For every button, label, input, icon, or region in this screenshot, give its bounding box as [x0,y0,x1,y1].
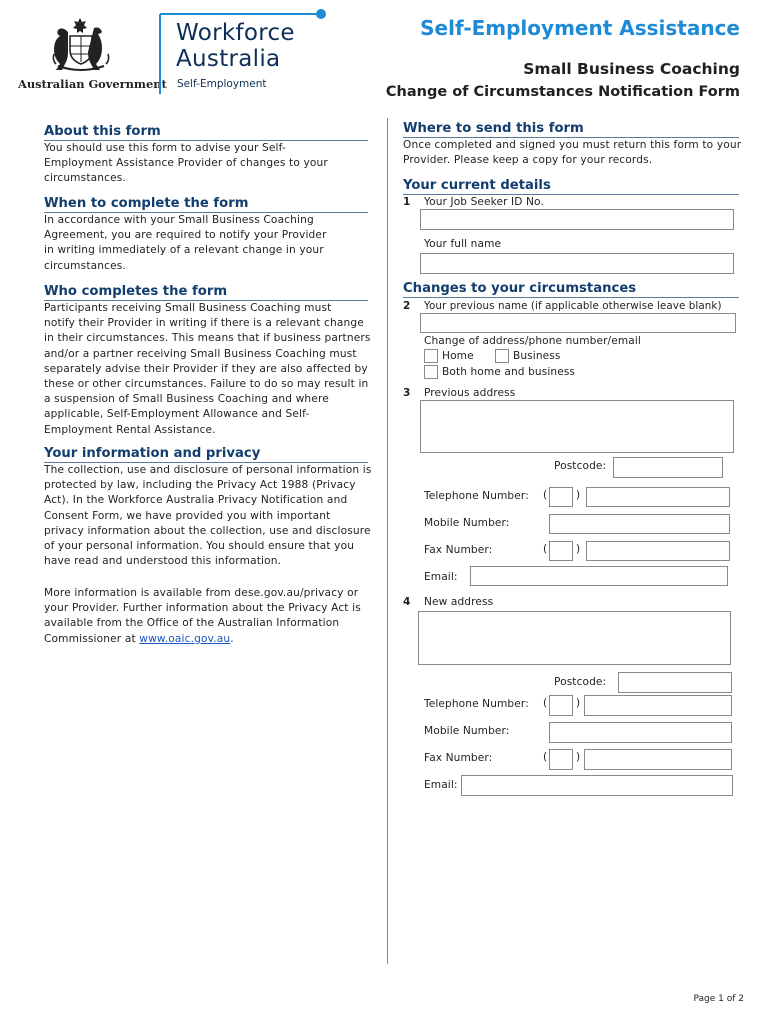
changes-heading: Changes to your circumstances [403,281,637,296]
both-checkbox[interactable] [424,365,438,379]
new-fax-paren-close: ) [576,751,581,763]
both-option-label: Both home and business [442,366,576,378]
privacy-more-text: More information is available from dese.gov.au/privacy or your Provider. Further information about the Privacy Act is available from the Office of the Australian Information Commissioner at www.oaic.gov.au. [44,587,361,645]
changes-rule [403,297,739,298]
about-text: You should use this form to advise your Self- Employment Assistance Provider of changes to your circumstances. [44,142,328,185]
brand-line-2: Australia [176,46,281,72]
q3-number: 3 [403,387,411,399]
current-details-heading: Your current details [403,178,551,193]
full-name-label: Your full name [424,238,502,250]
who-text: Participants receiving Small Business Coaching must notify their Provider in writing if there is a relevant change in their circumstances. This means that if business partners and/or a partner receiving Small Business Coaching must separately advise their Provider if they are also affected by these or other circumstances. Failure to do so may result in a suspension of Small Business Coaching and where applicable, Self-Employment Allowance and Self- Employment Rental Assistance. [44,302,371,436]
new-fax-paren-open: ( [543,751,548,763]
home-checkbox[interactable] [424,349,438,363]
who-heading: Who completes the form [44,284,228,299]
prev-email-field[interactable] [470,566,728,586]
new-mobile-label: Mobile Number: [424,725,510,737]
where-text: Once completed and signed you must return this form to your Provider. Please keep a copy for your records. [403,139,742,167]
prev-fax-field[interactable] [586,541,730,561]
brand-line-1: Workforce [176,20,295,46]
page-number: Page 1 of 2 [693,994,744,1004]
coat-of-arms-icon [18,14,148,76]
prev-tel-area-field[interactable] [549,487,573,507]
prev-telephone-field[interactable] [586,487,730,507]
form-title: Change of Circumstances Notification Form [385,84,740,100]
workforce-australia-logo [158,6,333,96]
prev-telephone-label: Telephone Number: [424,490,529,502]
new-fax-area-field[interactable] [549,749,573,770]
prev-tel-paren-close: ) [576,489,581,501]
home-option-label: Home [442,350,474,362]
prev-postcode-label: Postcode: [554,460,607,472]
prev-tel-paren-open: ( [543,489,548,501]
new-email-label: Email: [424,779,458,791]
prev-mobile-field[interactable] [549,514,730,534]
prev-fax-paren-open: ( [543,543,548,555]
where-heading: Where to send this form [403,121,584,136]
new-email-field[interactable] [461,775,733,796]
prev-fax-area-field[interactable] [549,541,573,561]
new-mobile-field[interactable] [549,722,732,743]
page-subtitle: Small Business Coaching [523,60,740,78]
q4-number: 4 [403,596,411,608]
current-details-rule [403,194,739,195]
full-name-field[interactable] [420,253,734,274]
privacy-heading: Your information and privacy [44,446,261,461]
when-text: In accordance with your Small Business Coaching Agreement, you are required to notify your Provider in writing immediately of a relevant change in your circumstances. [44,214,327,272]
q4-label: New address [424,596,494,608]
brand-sub: Self-Employment [177,78,267,90]
new-telephone-field[interactable] [584,695,732,716]
column-divider [387,118,388,964]
prev-postcode-field[interactable] [613,457,723,478]
q2-label: Your previous name (if applicable otherwise leave blank) [424,300,722,312]
page-title: Self-Employment Assistance [420,16,740,40]
new-address-field[interactable] [418,611,731,665]
q1-label: Your Job Seeker ID No. [424,196,544,208]
prev-mobile-label: Mobile Number: [424,517,510,529]
previous-name-field[interactable] [420,313,736,333]
prev-fax-paren-close: ) [576,543,581,555]
q2-number: 2 [403,300,411,312]
business-checkbox[interactable] [495,349,509,363]
change-type-label: Change of address/phone number/email [424,335,641,347]
business-option-label: Business [513,350,561,362]
previous-address-field[interactable] [420,400,734,453]
q3-label: Previous address [424,387,516,399]
prev-fax-label: Fax Number: [424,544,493,556]
new-telephone-label: Telephone Number: [424,698,529,710]
job-seeker-id-field[interactable] [420,209,734,230]
prev-email-label: Email: [424,571,458,583]
new-fax-field[interactable] [584,749,732,770]
new-postcode-label: Postcode: [554,676,607,688]
about-heading: About this form [44,124,161,139]
when-heading: When to complete the form [44,196,249,211]
oaic-link[interactable]: www.oaic.gov.au [139,632,231,645]
australian-government-logo [18,14,167,94]
new-postcode-field[interactable] [618,672,732,693]
privacy-text: The collection, use and disclosure of personal information is protected by law, including the Privacy Act 1988 (Privacy Act). In the Workforce Australia Privacy Notification and Consent Form, we have provided you with important privacy information about the collection, use and disclosure of your personal information. You should ensure that you have read and understood this information. [44,464,372,568]
new-fax-label: Fax Number: [424,752,493,764]
new-tel-paren-close: ) [576,697,581,709]
new-tel-area-field[interactable] [549,695,573,716]
government-label: Australian Government [18,77,167,91]
q1-number: 1 [403,196,411,208]
new-tel-paren-open: ( [543,697,548,709]
